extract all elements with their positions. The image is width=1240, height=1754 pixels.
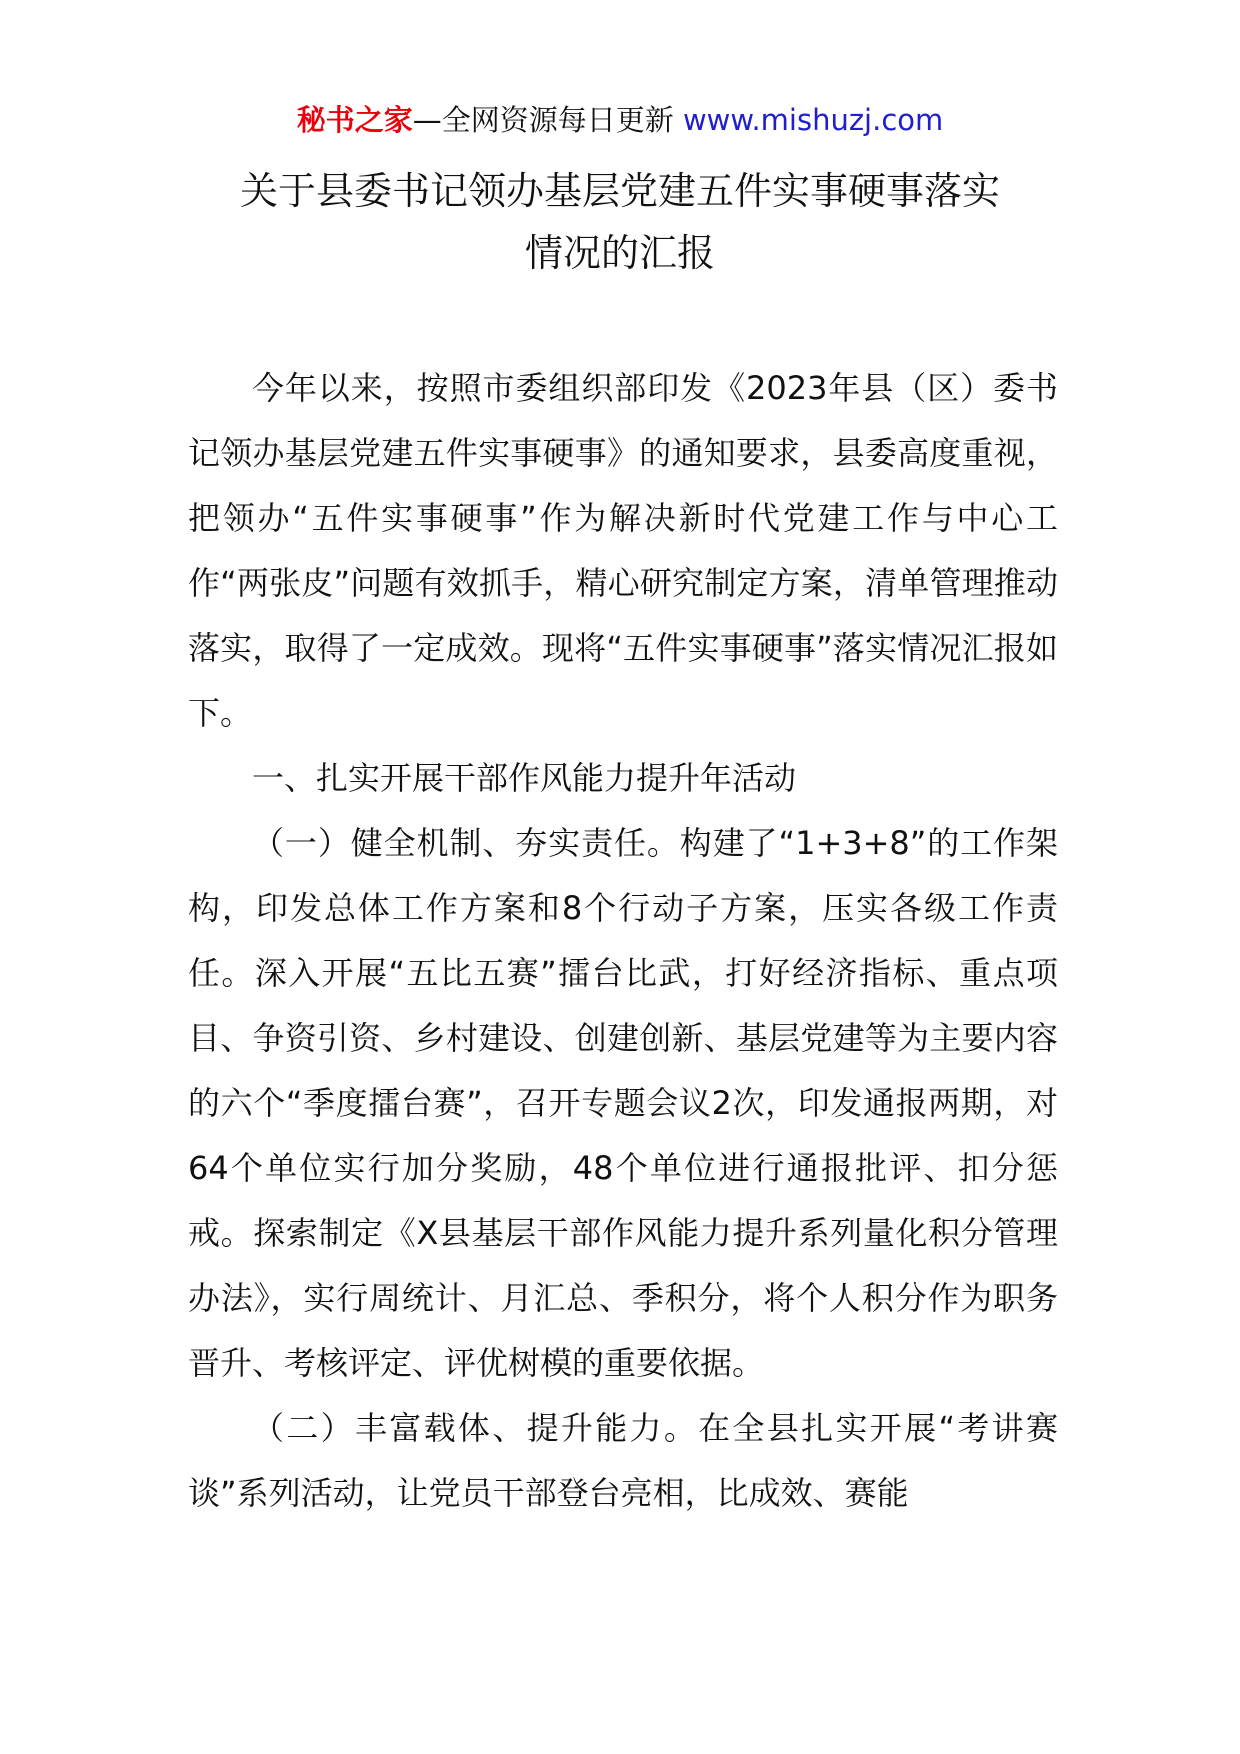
title-line-2: 情况的汇报 [524, 231, 715, 275]
site-url-link[interactable]: www.mishuzj.com [682, 103, 944, 137]
title-line-1: 关于县委书记领办基层党建五件实事硬事落实 [239, 169, 1000, 213]
document-body [188, 356, 1058, 1526]
document-title [150, 160, 1090, 284]
subsection-paragraph-2: （二）丰富载体、提升能力。在全县扎实开展“考讲赛谈”系列活动，让党员干部登台亮相，比成效、赛能 [188, 1409, 1058, 1512]
subsection-paragraph-1: （一）健全机制、夯实责任。构建了“1+3+8”的工作架构，印发总体工作方案和8个行动子方案，压实各级工作责任。深入开展“五比五赛”擂台比武，打好经济指标、重点项目、争资引资、乡村建设、创建创新、基层党建等为主要内容的六个“季度擂台赛”，召开专题会议2次，印发通报两期，对64个单位实行加分奖励，48个单位进行通报批评、扣分惩戒。探索制定《X县基层干部作风能力提升系列量化积分管理办法》，实行周统计、月汇总、季积分，将个人积分作为职务晋升、考核评定、评优树模的重要依据。 [188, 824, 1058, 1382]
section-heading-1: 一、扎实开展干部作风能力提升年活动 [252, 759, 797, 797]
intro-paragraph: 今年以来，按照市委组织部印发《2023年县（区）委书记领办基层党建五件实事硬事》的通知要求，县委高度重视，把领办“五件实事硬事”作为解决新时代党建工作与中心工作“两张皮”问题有效抓手，精心研究制定方案，清单管理推动落实，取得了一定成效。现将“五件实事硬事”落实情况汇报如下。 [188, 369, 1058, 732]
banner-tagline: —全网资源每日更新 [412, 103, 683, 137]
brand-name: 秘书之家 [296, 103, 413, 137]
site-banner [0, 100, 1240, 140]
